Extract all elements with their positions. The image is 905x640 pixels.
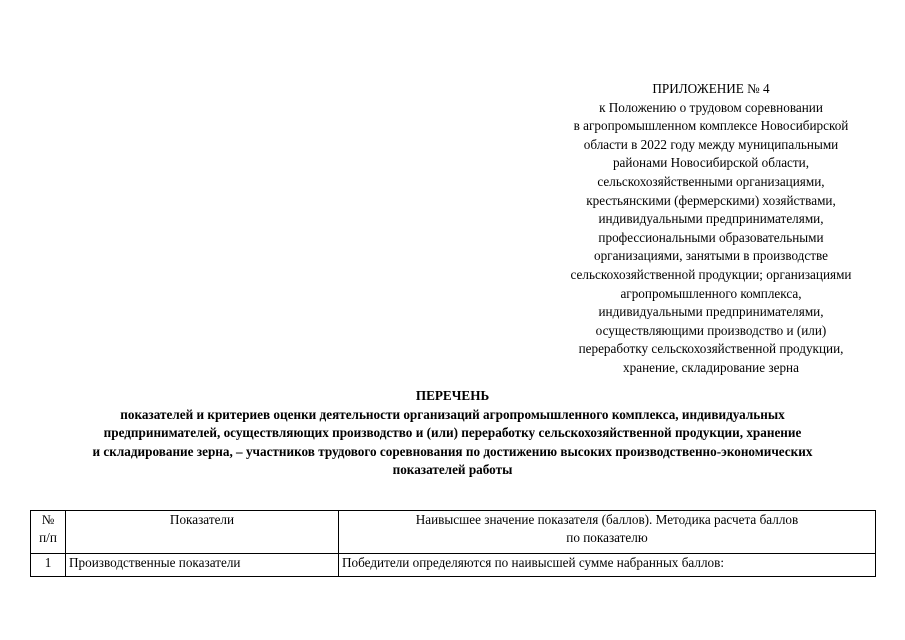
appendix-header xyxy=(540,80,882,378)
title-line: и складирование зерна, – участников трудового соревнования по достижению высоких производственно-экономических xyxy=(92,443,813,459)
appendix-line: сельскохозяйственной продукции; организациями xyxy=(570,266,852,282)
header-indicators: Показатели xyxy=(66,511,339,554)
appendix-line: крестьянскими (фермерскими) хозяйствами, xyxy=(586,192,836,208)
appendix-line: индивидуальными предпринимателями, xyxy=(598,304,824,320)
header-method-line1: Наивысшее значение показателя (баллов). Методика расчета баллов xyxy=(415,512,799,527)
title-line: предпринимателей, осуществляющих производство и (или) переработку сельскохозяйственной продукции, хранение xyxy=(103,425,802,441)
appendix-line: агропромышленного комплекса, xyxy=(620,285,802,301)
header-method-line2: по показателю xyxy=(566,529,648,545)
row-number: 1 xyxy=(31,554,66,577)
appendix-line: сельскохозяйственными организациями, xyxy=(597,173,825,189)
appendix-line: осуществляющими производство и (или) xyxy=(595,322,827,338)
appendix-line: профессиональными образовательными xyxy=(598,229,824,245)
header-number xyxy=(31,511,66,554)
document-title xyxy=(30,387,875,480)
header-number-line2: п/п xyxy=(39,529,57,545)
row-indicator: Производственные показатели xyxy=(66,554,339,577)
title-line: показателей работы xyxy=(392,462,513,478)
table-header-row xyxy=(31,511,876,554)
row-method: Победители определяются по наивысшей сумме набранных баллов: xyxy=(339,554,876,577)
header-method xyxy=(339,511,876,554)
title-heading: ПЕРЕЧЕНЬ xyxy=(415,388,490,403)
appendix-line: районами Новосибирской области, xyxy=(612,155,810,171)
appendix-line: к Положению о трудовом соревновании xyxy=(599,99,823,115)
table-row xyxy=(31,554,876,577)
appendix-line: индивидуальными предпринимателями, xyxy=(598,211,824,227)
title-line: показателей и критериев оценки деятельности организаций агропромышленного комплекса, индивидуальных xyxy=(120,406,785,422)
appendix-line: переработку сельскохозяйственной продукции, xyxy=(578,341,844,357)
appendix-line: организациями, занятыми в производстве xyxy=(593,248,829,264)
appendix-line: области в 2022 году между муниципальными xyxy=(583,136,839,152)
appendix-line: хранение, складирование зерна xyxy=(623,359,799,375)
indicators-table xyxy=(30,510,876,577)
appendix-line: в агропромышленном комплексе Новосибирской xyxy=(573,118,849,134)
header-number-line1: № xyxy=(41,512,55,527)
appendix-line: ПРИЛОЖЕНИЕ № 4 xyxy=(652,81,770,96)
